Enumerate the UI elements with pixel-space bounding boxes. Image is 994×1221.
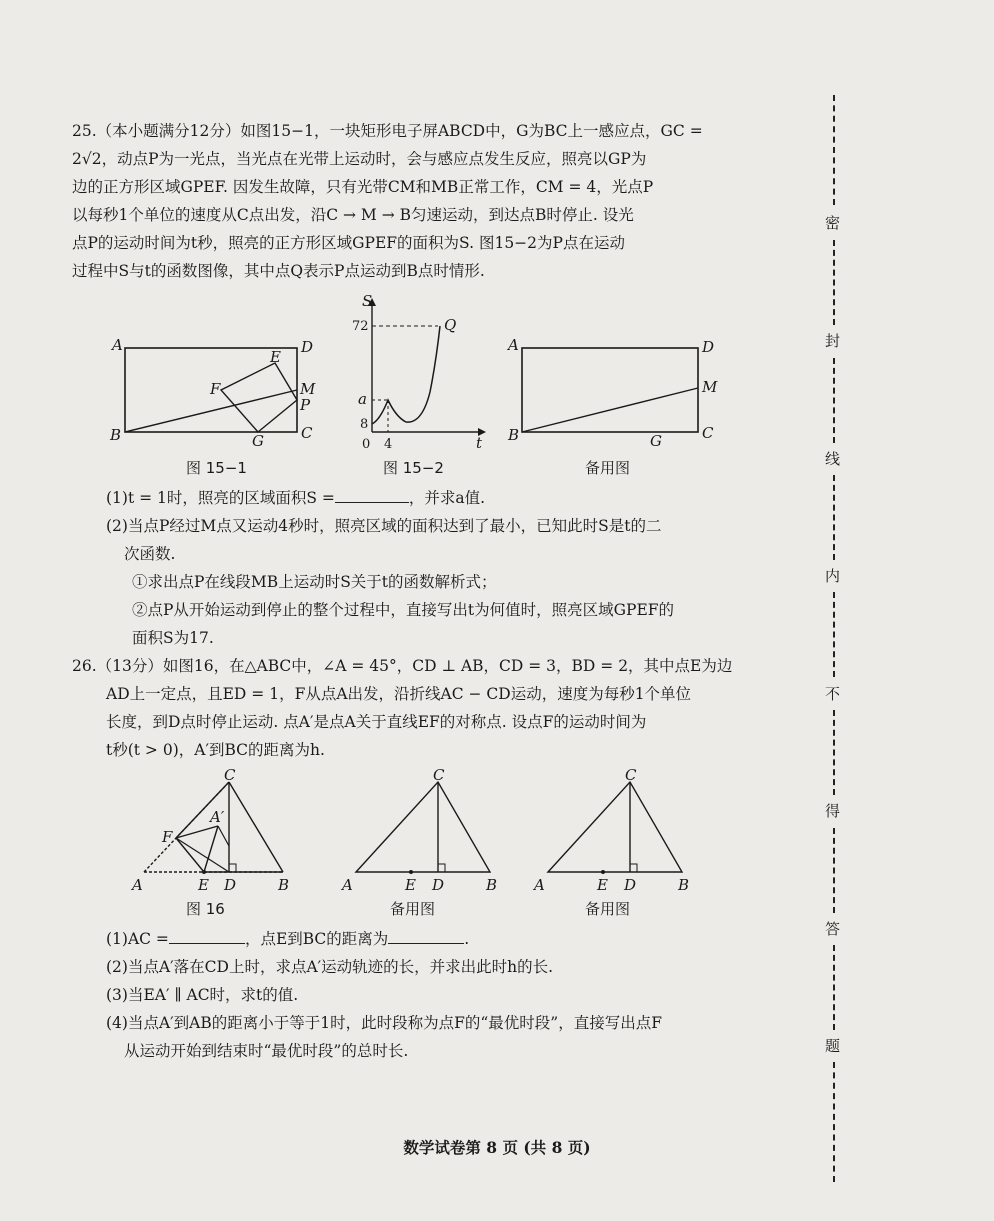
q25-part2-2: ②点P从开始运动到停止的整个过程中，直接写出t为何值时，照亮区域GPEF的 [132, 601, 675, 619]
label-B: B [110, 426, 122, 444]
label-P: P [300, 396, 311, 414]
label-t: t [476, 434, 483, 452]
label-A: A [342, 876, 353, 894]
caption-15-1: 图 15−1 [186, 459, 247, 477]
q25-part2: (2)当点P经过M点又运动4秒时，照亮区域的面积达到了最小，已知此时S是t的二 [106, 517, 662, 535]
seal-line [833, 358, 835, 443]
label-F: F [162, 828, 173, 846]
label-D: D [432, 876, 445, 894]
caption-spare: 备用图 [585, 459, 631, 477]
seal-line [833, 95, 835, 205]
figure-15-spare [500, 330, 730, 450]
seal-line [833, 240, 835, 325]
seal-line [833, 828, 835, 913]
label-8: 8 [360, 417, 369, 432]
label-D: D [301, 338, 314, 356]
q26-line: 长度，到D点时停止运动. 点A′是点A关于直线EF的对称点. 设点F的运动时间为 [106, 713, 647, 731]
q25-stem [72, 117, 762, 285]
q26-part3: (3)当EA′ ∥ AC时，求t的值. [106, 986, 299, 1004]
answer-blank[interactable] [169, 925, 245, 944]
label-72: 72 [352, 319, 369, 334]
label-A: A [132, 876, 143, 894]
label-C: C [224, 766, 236, 784]
label-D: D [624, 876, 637, 894]
label-origin: 0 [362, 437, 371, 452]
q25-part2-1: ①求出点P在线段MB上运动时S关于t的函数解析式； [132, 573, 497, 591]
seal-line [833, 475, 835, 560]
label-B: B [278, 876, 290, 894]
q26-parts [106, 925, 766, 1065]
q25-line: 过程中S与t的函数图像，其中点Q表示P点运动到B点时情形. [72, 262, 485, 280]
q26-part4: (4)当点A′到AB的距离小于等于1时，此时段称为点F的“最优时段”，直接写出点F [106, 1014, 662, 1032]
label-D: D [224, 876, 237, 894]
label-Q: Q [444, 316, 457, 334]
caption-16: 图 16 [186, 900, 225, 918]
label-a: a [358, 390, 367, 408]
caption-15-2: 图 15−2 [383, 459, 444, 477]
label-E: E [405, 876, 416, 894]
label-A: A [534, 876, 545, 894]
label-M: M [300, 380, 316, 398]
figure-15-2 [350, 292, 490, 452]
seal-char: 答 [825, 920, 841, 938]
label-G: G [650, 432, 662, 450]
label-B: B [486, 876, 498, 894]
q26-stem [72, 652, 762, 764]
label-S: S [362, 292, 373, 310]
caption-spare: 备用图 [585, 900, 631, 918]
label-A-prime: A′ [210, 808, 225, 826]
q25-parts [106, 484, 766, 652]
label-G: G [252, 432, 264, 450]
q26-line: AD上一定点，且ED = 1，F从点A出发，沿折线AC − CD运动，速度为每秒1个单位 [106, 685, 692, 703]
label-A: A [112, 336, 123, 354]
seal-line [833, 710, 835, 795]
q25-line: 25.（本小题满分12分）如图15−1，一块矩形电子屏ABCD中，G为BC上一感应点，GC = [72, 122, 703, 140]
seal-line [833, 945, 835, 1030]
label-E: E [270, 348, 281, 366]
caption-spare: 备用图 [390, 900, 436, 918]
seal-line [833, 592, 835, 677]
q25-line: 边的正方形区域GPEF. 因发生故障，只有光带CM和MB正常工作，CM = 4，光点P [72, 178, 654, 196]
figure-16-spare-2 [530, 766, 700, 896]
label-B: B [508, 426, 520, 444]
figure-15-1 [100, 330, 330, 450]
seal-line [833, 1062, 835, 1182]
label-C: C [433, 766, 445, 784]
figure-16-spare-1 [338, 766, 508, 896]
q25-line: 以每秒1个单位的速度从C点出发，沿C → M → B匀速运动，到达点B时停止. 设光 [72, 206, 634, 224]
q25-part1: (1)t = 1时，照亮的区域面积S = ，并求a值. [106, 484, 766, 512]
q25-line: 点P的运动时间为t秒，照亮的正方形区域GPEF的面积为S. 图15−2为P点在运动 [72, 234, 625, 252]
page-footer: 数学试卷第 8 页 (共 8 页) [403, 1138, 591, 1157]
label-C: C [625, 766, 637, 784]
q26-part2: (2)当点A′落在CD上时，求点A′运动轨迹的长，并求出此时h的长. [106, 958, 554, 976]
q25-part2: 次函数. [124, 545, 176, 563]
label-C: C [301, 424, 313, 442]
label-4: 4 [384, 437, 393, 452]
seal-char: 得 [825, 802, 841, 820]
label-E: E [597, 876, 608, 894]
q26-part1: (1)AC = ，点E到BC的距离为 . [106, 925, 766, 953]
q26-line: 26.（13分）如图16，在△ABC中，∠A = 45°，CD ⊥ AB，CD = 3，BD = 2，其中点E为边 [72, 657, 733, 675]
label-F: F [210, 380, 221, 398]
q25-part2-2: 面积S为17. [132, 629, 214, 647]
label-M: M [702, 378, 718, 396]
label-A: A [508, 336, 519, 354]
label-B: B [678, 876, 690, 894]
answer-blank[interactable] [388, 925, 464, 944]
answer-blank[interactable] [335, 484, 409, 503]
seal-char: 内 [825, 567, 841, 585]
label-C: C [702, 424, 714, 442]
q25-line: 2√2，动点P为一光点，当光点在光带上运动时，会与感应点发生反应，照亮以GP为 [72, 150, 647, 168]
q26-part4: 从运动开始到结束时“最优时段”的总时长. [124, 1042, 409, 1060]
figure-16 [128, 766, 298, 896]
seal-char: 线 [825, 450, 841, 468]
seal-char: 不 [825, 685, 841, 703]
q26-line: t秒(t > 0)，A′到BC的距离为h. [106, 741, 325, 759]
label-D: D [702, 338, 715, 356]
seal-char: 封 [825, 332, 841, 350]
seal-char: 密 [825, 214, 841, 232]
seal-char: 题 [825, 1037, 841, 1055]
label-E: E [198, 876, 209, 894]
